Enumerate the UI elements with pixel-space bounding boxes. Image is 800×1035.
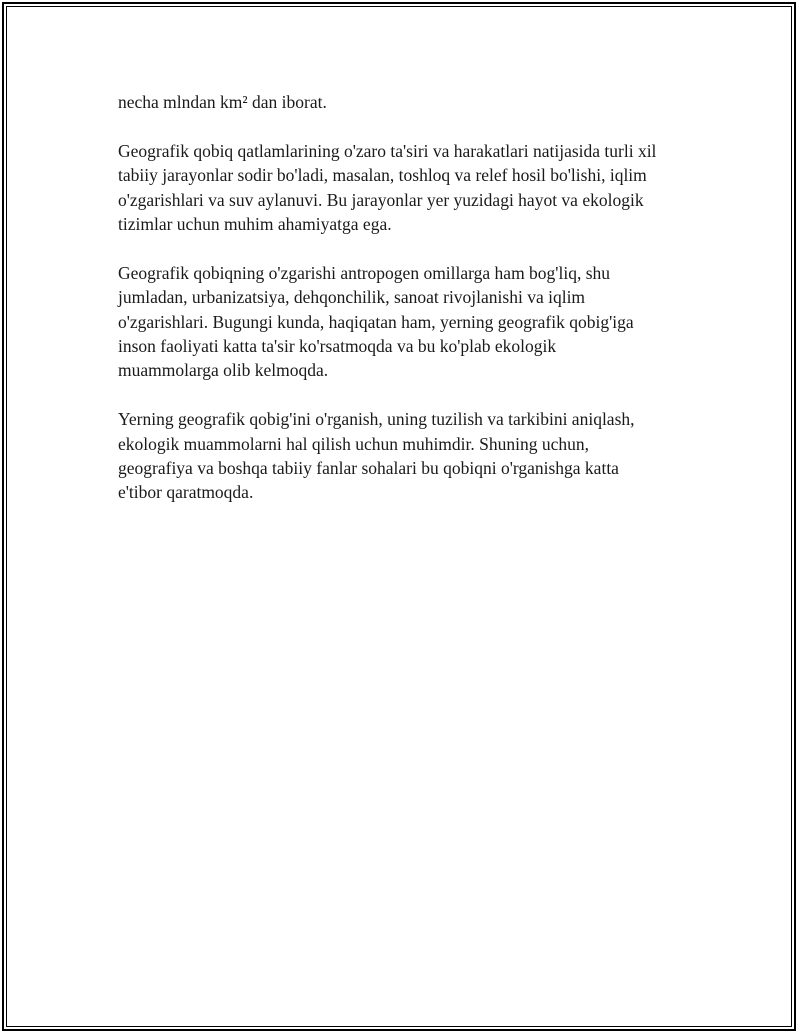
text-line: Geografik qobiq qatlamlarining o'zaro ta'siri va harakatlari natijasida turli xil xyxy=(118,140,657,161)
text-line: tizimlar uchun muhim ahamiyatga ega. xyxy=(118,214,392,235)
text-line: Geografik qobiqning o'zgarishi antropogen omillarga ham bog'liq, shu xyxy=(118,262,610,283)
text-line: ekologik muammolarni hal qilish uchun muhimdir. Shuning uchun, xyxy=(118,433,590,454)
text-line: tabiiy jarayonlar sodir bo'ladi, masalan, toshloq va relef hosil bo'lishi, iqlim xyxy=(118,165,647,186)
text-line: e'tibor qaratmoqda. xyxy=(118,482,254,503)
paragraph-1 xyxy=(118,90,708,114)
text-line: necha mlndan km² dan iborat. xyxy=(118,92,327,112)
paragraph-4 xyxy=(118,407,708,505)
paragraph-2 xyxy=(118,139,708,237)
paragraph-3 xyxy=(118,261,708,383)
page-body xyxy=(118,90,708,529)
text-line: o'zgarishlari va suv aylanuvi. Bu jarayonlar yer yuzidagi hayot va ekologik xyxy=(118,189,644,210)
text-line: o'zgarishlari. Bugungi kunda, haqiqatan ham, yerning geografik qobig'iga xyxy=(118,311,634,332)
text-line: inson faoliyati katta ta'sir ko'rsatmoqda va bu ko'plab ekologik xyxy=(118,336,557,357)
text-line: jumladan, urbanizatsiya, dehqonchilik, sanoat rivojlanishi va iqlim xyxy=(118,287,586,308)
text-line: muammolarga olib kelmoqda. xyxy=(118,360,329,381)
text-line: Yerning geografik qobig'ini o'rganish, uning tuzilish va tarkibini aniqlash, xyxy=(118,409,635,430)
text-line: geografiya va boshqa tabiiy fanlar sohalari bu qobiqni o'rganishga katta xyxy=(118,458,619,479)
